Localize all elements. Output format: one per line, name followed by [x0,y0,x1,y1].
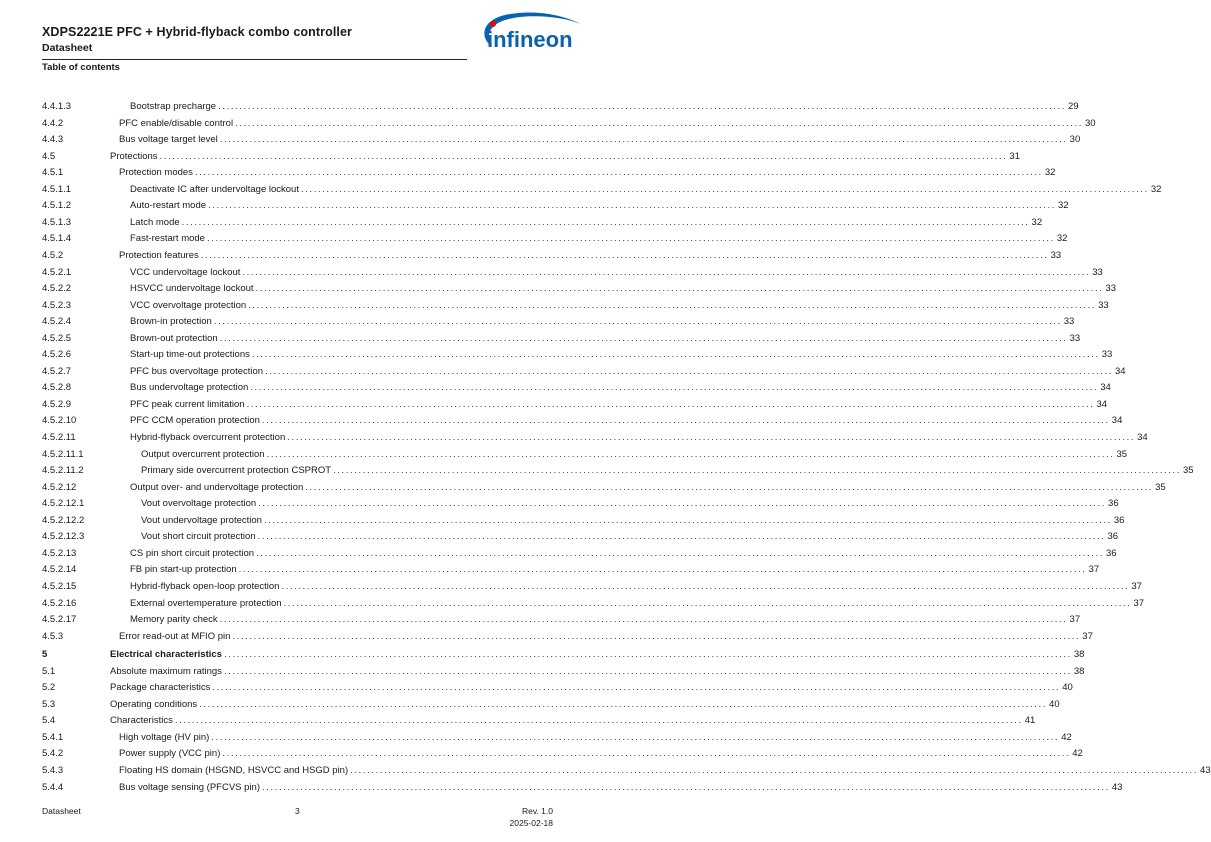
toc-entry[interactable] [42,249,1062,263]
toc-dot-leader: ........................................................................................................................................................................................................ [211,731,1060,743]
toc-entry[interactable] [42,613,1081,627]
toc-entry-title: Deactivate IC after undervoltage lockout [130,183,299,195]
toc-entry-title: Electrical characteristics [110,649,222,661]
toc-entry-page: 32 [1044,167,1056,179]
toc-entry-page: 36 [1113,514,1125,526]
toc-entry-number: 4.5.2.12.3 [42,531,85,543]
toc-entry-number: 4.5.1.2 [42,200,72,212]
page-number: 3 [295,806,300,816]
toc-dot-leader: ........................................................................................................................................................................................................ [263,514,1112,526]
toc-dot-leader: ........................................................................................................................................................................................................ [283,597,1132,609]
toc-entry-title: PFC CCM operation protection [130,415,260,427]
toc-entry-number: 4.5.2.9 [42,398,72,410]
toc-entry-number: 5.1 [42,665,56,677]
toc-entry-title: Hybrid-flyback overcurrent protection [130,432,286,443]
toc-dot-leader: ........................................................................................................................................................................................................ [174,715,1023,727]
toc-entry-page: 30 [1084,117,1096,129]
toc-entry-page: 34 [1137,432,1148,443]
toc-entry-page: 36 [1108,498,1119,510]
toc-entry[interactable] [42,547,1117,561]
toc-entry-title: PFC peak current limitation [130,398,245,410]
toc-entry-page: 37 [1069,614,1081,626]
toc-entry[interactable] [42,731,1072,745]
toc-entry-number: 4.5 [42,150,56,162]
toc-entry[interactable] [42,698,1060,712]
toc-entry[interactable] [42,648,1085,662]
toc-dot-leader: ........................................................................................................................................................................................................ [232,630,1081,642]
toc-dot-leader: ........................................................................................................................................................................................................ [255,283,1104,295]
toc-entry-page: 33 [1050,249,1062,261]
revision: Rev. 1.0 [521,806,553,816]
toc-entry-page: 35 [1116,448,1128,460]
toc-entry[interactable] [42,497,1119,511]
toc-dot-leader: ........................................................................................................................................................................................................ [212,682,1061,694]
toc-dot-leader: ........................................................................................................................................................................................................ [287,432,1136,443]
toc-entry-number: 5.4.3 [42,765,64,776]
toc-entry-title: VCC overvoltage protection [130,299,247,311]
toc-entry[interactable] [42,714,1036,728]
toc-dot-leader: ........................................................................................................................................................................................................ [265,365,1113,377]
toc-entry-page: 32 [1056,233,1068,245]
toc-entry-number: 4.5.2 [42,249,64,261]
toc-entry-title: Bus undervoltage protection [130,382,249,394]
toc-entry-number: 4.5.2.11 [42,432,76,443]
toc-entry-page: 34 [1096,398,1108,410]
toc-dot-leader: ........................................................................................................................................................................................................ [248,299,1097,311]
toc-entry-page: 33 [1101,349,1113,361]
toc-entry-page: 41 [1024,715,1036,727]
toc-entry[interactable] [42,166,1056,180]
toc-entry-page: 38 [1073,649,1085,661]
toc-entry-title: Protection features [119,249,199,261]
toc-entry-number: 4.5.2.2 [42,283,72,295]
toc-entry-number: 4.5.2.15 [42,580,77,592]
toc-entry[interactable] [42,530,1119,544]
toc-entry-page: 32 [1031,216,1043,228]
toc-entry-title: High voltage (HV pin) [119,731,210,743]
toc-dot-leader: ........................................................................................................................................................................................................ [223,649,1072,661]
toc-entry-number: 4.4.1.3 [42,101,72,112]
toc-entry-number: 4.5.1.1 [42,183,72,195]
toc-entry-page: 30 [1069,134,1081,146]
toc-entry-title: Protections [110,150,158,162]
toc-entry-number: 4.5.2.12.1 [42,498,85,510]
toc-entry-title: Operating conditions [110,698,198,710]
toc-entry-page: 34 [1111,415,1123,427]
toc-entry-number: 4.5.2.4 [42,316,72,328]
toc-entry[interactable] [42,514,1125,528]
toc-entry[interactable] [42,332,1081,346]
toc-entry-page: 33 [1105,283,1117,295]
toc-dot-leader: ........................................................................................................................................................................................................ [206,233,1055,245]
toc-dot-leader: ........................................................................................................................................................................................................ [159,150,1008,162]
toc-entry[interactable] [42,199,1069,213]
toc-entry-title: CS pin short circuit protection [130,547,255,559]
toc-entry-page: 32 [1150,183,1162,195]
toc-entry-page: 35 [1155,481,1166,493]
toc-entry-title: FB pin start-up protection [130,564,237,576]
toc-entry[interactable] [42,665,1085,679]
toc-entry-number: 5 [42,649,48,661]
infineon-logo [477,10,587,60]
toc-entry-page: 29 [1067,101,1079,112]
toc-entry-number: 4.5.2.17 [42,614,77,626]
toc-dot-leader: ........................................................................................................................................................................................................ [194,167,1043,179]
toc-entry[interactable] [42,563,1100,577]
toc-entry-number: 4.5.1.3 [42,216,72,228]
toc-entry-title: External overtemperature protection [130,597,282,609]
toc-entry-number: 4.5.2.3 [42,299,72,311]
toc-entry[interactable] [42,764,1211,778]
toc-entry-number: 5.2 [42,682,56,694]
toc-dot-leader: ........................................................................................................................................................................................................ [266,448,1115,460]
toc-entry-title: Auto-restart mode [130,200,207,212]
toc-dot-leader: ........................................................................................................................................................................................................ [222,748,1071,760]
toc-entry-title: PFC enable/disable control [119,117,234,129]
toc-dot-leader: ........................................................................................................................................................................................................ [261,781,1110,793]
toc-entry[interactable] [42,747,1083,761]
toc-entry-title: Error read-out at MFIO pin [119,630,231,642]
toc-entry-title: Protection modes [119,167,193,179]
toc-entry-page: 38 [1073,665,1085,677]
document-type: Datasheet [42,42,93,54]
toc-entry-page: 34 [1114,365,1126,377]
toc-entry[interactable] [42,448,1128,462]
toc-entry-page: 37 [1088,564,1100,576]
toc-entry-page: 37 [1131,580,1142,592]
toc-dot-leader: ........................................................................................................................................................................................................ [200,249,1049,261]
toc-entry-title: Brown-in protection [130,316,212,328]
toc-entry-number: 4.5.2.5 [42,332,72,344]
logo-wordmark: infineon [487,27,573,52]
toc-entry-number: 5.4 [42,715,56,727]
toc-dot-leader: ........................................................................................................................................................................................................ [251,349,1100,361]
toc-dot-leader: ........................................................................................................................................................................................................ [218,101,1066,112]
toc-entry-title: Output over- and undervoltage protection [130,481,304,493]
toc-dot-leader: ........................................................................................................................................................................................................ [235,117,1083,129]
toc-entry-number: 4.4.2 [42,117,64,129]
toc-entry[interactable] [42,315,1075,329]
toc-entry-number: 4.5.2.6 [42,349,72,361]
toc-entry-title: Vout short circuit protection [141,531,256,543]
toc-entry-title: Memory parity check [130,614,218,626]
toc-entry-title: VCC undervoltage lockout [130,266,241,278]
toc-entry-page: 43 [1111,781,1123,793]
toc-entry-number: 4.5.3 [42,630,64,642]
toc-entry-number: 4.5.2.11.2 [42,465,84,477]
toc-dot-leader: ........................................................................................................................................................................................................ [219,614,1068,626]
toc-entry-number: 4.5.2.12 [42,481,77,493]
toc-entry[interactable] [42,580,1142,594]
toc-entry-page: 37 [1133,597,1145,609]
toc-dot-leader: ........................................................................................................................................................................................................ [333,465,1181,477]
toc-dot-leader: ........................................................................................................................................................................................................ [181,216,1030,228]
toc-entry-number: 4.5.2.10 [42,415,77,427]
toc-dot-leader: ........................................................................................................................................................................................................ [208,200,1056,212]
toc-entry-number: 4.5.2.8 [42,382,72,394]
toc-dot-leader: ........................................................................................................................................................................................................ [257,531,1106,543]
toc-entry[interactable] [42,183,1162,197]
document-title: XDPS2221E PFC + Hybrid-flyback combo controller [42,25,352,39]
toc-entry-page: 32 [1057,200,1069,212]
toc-entry-number: 4.4.3 [42,134,64,146]
header-divider [42,59,467,60]
toc-dot-leader: ........................................................................................................................................................................................................ [213,316,1062,328]
toc-entry[interactable] [42,150,1020,164]
toc-entry[interactable] [42,431,1148,445]
toc-entry-title: Latch mode [130,216,180,228]
toc-dot-leader: ........................................................................................................................................................................................................ [219,332,1068,344]
toc-entry-title: Start-up time-out protections [130,349,250,361]
toc-entry-number: 4.5.1.4 [42,233,72,245]
toc-dot-leader: ........................................................................................................................................................................................................ [219,134,1068,146]
toc-entry-page: 42 [1061,731,1072,743]
toc-entry[interactable] [42,282,1117,296]
toc-dot-leader: ........................................................................................................................................................................................................ [223,665,1072,677]
toc-dot-leader: ........................................................................................................................................................................................................ [199,698,1048,710]
toc-dot-leader: ........................................................................................................................................................................................................ [281,580,1130,592]
toc-entry-title: PFC bus overvoltage protection [130,365,264,377]
toc-entry-title: Vout overvoltage protection [141,498,257,510]
toc-entry[interactable] [42,781,1123,795]
toc-entry-title: Primary side overcurrent protection CSPROT [141,465,332,477]
toc-entry[interactable] [42,597,1145,611]
toc-entry-title: Bootstrap precharge [130,101,217,112]
toc-entry-title: Bus voltage target level [119,134,218,146]
toc-entry-title: Hybrid-flyback open-loop protection [130,580,280,592]
toc-entry-number: 4.5.2.16 [42,597,77,609]
toc-dot-leader: ........................................................................................................................................................................................................ [305,481,1154,493]
toc-entry-number: 4.5.2.7 [42,365,72,377]
toc-entry-title: Power supply (VCC pin) [119,748,221,760]
toc-dot-leader: ........................................................................................................................................................................................................ [246,398,1095,410]
toc-entry-page: 36 [1107,531,1119,543]
toc-entry-number: 4.5.2.14 [42,564,77,576]
toc-entry[interactable] [42,117,1096,131]
toc-entry[interactable] [42,365,1126,379]
toc-dot-leader: ........................................................................................................................................................................................................ [258,498,1107,510]
toc-entry[interactable] [42,299,1109,313]
toc-entry-title: Bus voltage sensing (PFCVS pin) [119,781,260,793]
toc-entry-page: 33 [1063,316,1075,328]
toc-entry-title: Fast-restart mode [130,233,205,245]
toc-entry-title: Characteristics [110,715,173,727]
toc-dot-leader: ........................................................................................................................................................................................................ [300,183,1149,195]
toc-entry-title: Package characteristics [110,682,211,694]
toc-entry[interactable] [42,414,1123,428]
toc-dot-leader: ........................................................................................................................................................................................................ [238,564,1087,576]
toc-entry-number: 4.5.2.13 [42,547,77,559]
toc-entry[interactable] [42,100,1079,114]
toc-entry-title: Vout undervoltage protection [141,514,262,526]
toc-entry[interactable] [42,398,1108,412]
toc-entry-number: 5.4.2 [42,748,64,760]
toc-entry[interactable] [42,348,1113,362]
toc-entry[interactable] [42,266,1103,280]
toc-entry-title: Output overcurrent protection [141,448,265,460]
toc-entry-page: 34 [1100,382,1111,394]
toc-entry-page: 37 [1082,630,1093,642]
toc-entry-title: Absolute maximum ratings [110,665,222,677]
toc-entry[interactable] [42,681,1073,695]
toc-entry-page: 33 [1069,332,1081,344]
toc-entry-page: 42 [1072,748,1083,760]
revision-date: 2025-02-18 [509,818,553,828]
toc-entry-page: 33 [1098,299,1109,311]
toc-dot-leader: ........................................................................................................................................................................................................ [261,415,1110,427]
toc-entry-page: 35 [1182,465,1194,477]
toc-entry[interactable] [42,381,1111,395]
toc-entry-number: 4.5.2.12.2 [42,514,85,526]
toc-entry-number: 4.5.2.1 [42,266,72,278]
toc-entry-page: 36 [1105,547,1117,559]
toc-entry-number: 5.4.4 [42,781,64,793]
toc-entry[interactable] [42,630,1093,644]
toc-entry-title: Brown-out protection [130,332,218,344]
toc-entry-title: Floating HS domain (HSGND, HSVCC and HSGD pin) [119,765,349,776]
section-heading: Table of contents [42,62,120,73]
toc-dot-leader: ........................................................................................................................................................................................................ [250,382,1099,394]
toc-entry[interactable] [42,481,1166,495]
toc-entry-title: HSVCC undervoltage lockout [130,283,254,295]
toc-entry-number: 5.4.1 [42,731,64,743]
toc-entry-page: 40 [1049,698,1060,710]
toc-dot-leader: ........................................................................................................................................................................................................ [350,765,1199,776]
toc-entry-page: 40 [1062,682,1073,694]
toc-entry[interactable] [42,216,1043,230]
toc-entry[interactable] [42,133,1081,147]
toc-entry-page: 43 [1200,765,1211,776]
toc-entry-number: 4.5.2.11.1 [42,448,84,460]
toc-dot-leader: ........................................................................................................................................................................................................ [256,547,1104,559]
toc-entry-number: 4.5.1 [42,167,64,179]
toc-entry-page: 31 [1009,150,1020,162]
toc-entry-number: 5.3 [42,698,56,710]
footer-doc-type: Datasheet [42,806,81,816]
toc-entry[interactable] [42,232,1068,246]
toc-entry[interactable] [42,464,1194,478]
toc-entry-page: 33 [1092,266,1103,278]
toc-dot-leader: ........................................................................................................................................................................................................ [242,266,1091,278]
